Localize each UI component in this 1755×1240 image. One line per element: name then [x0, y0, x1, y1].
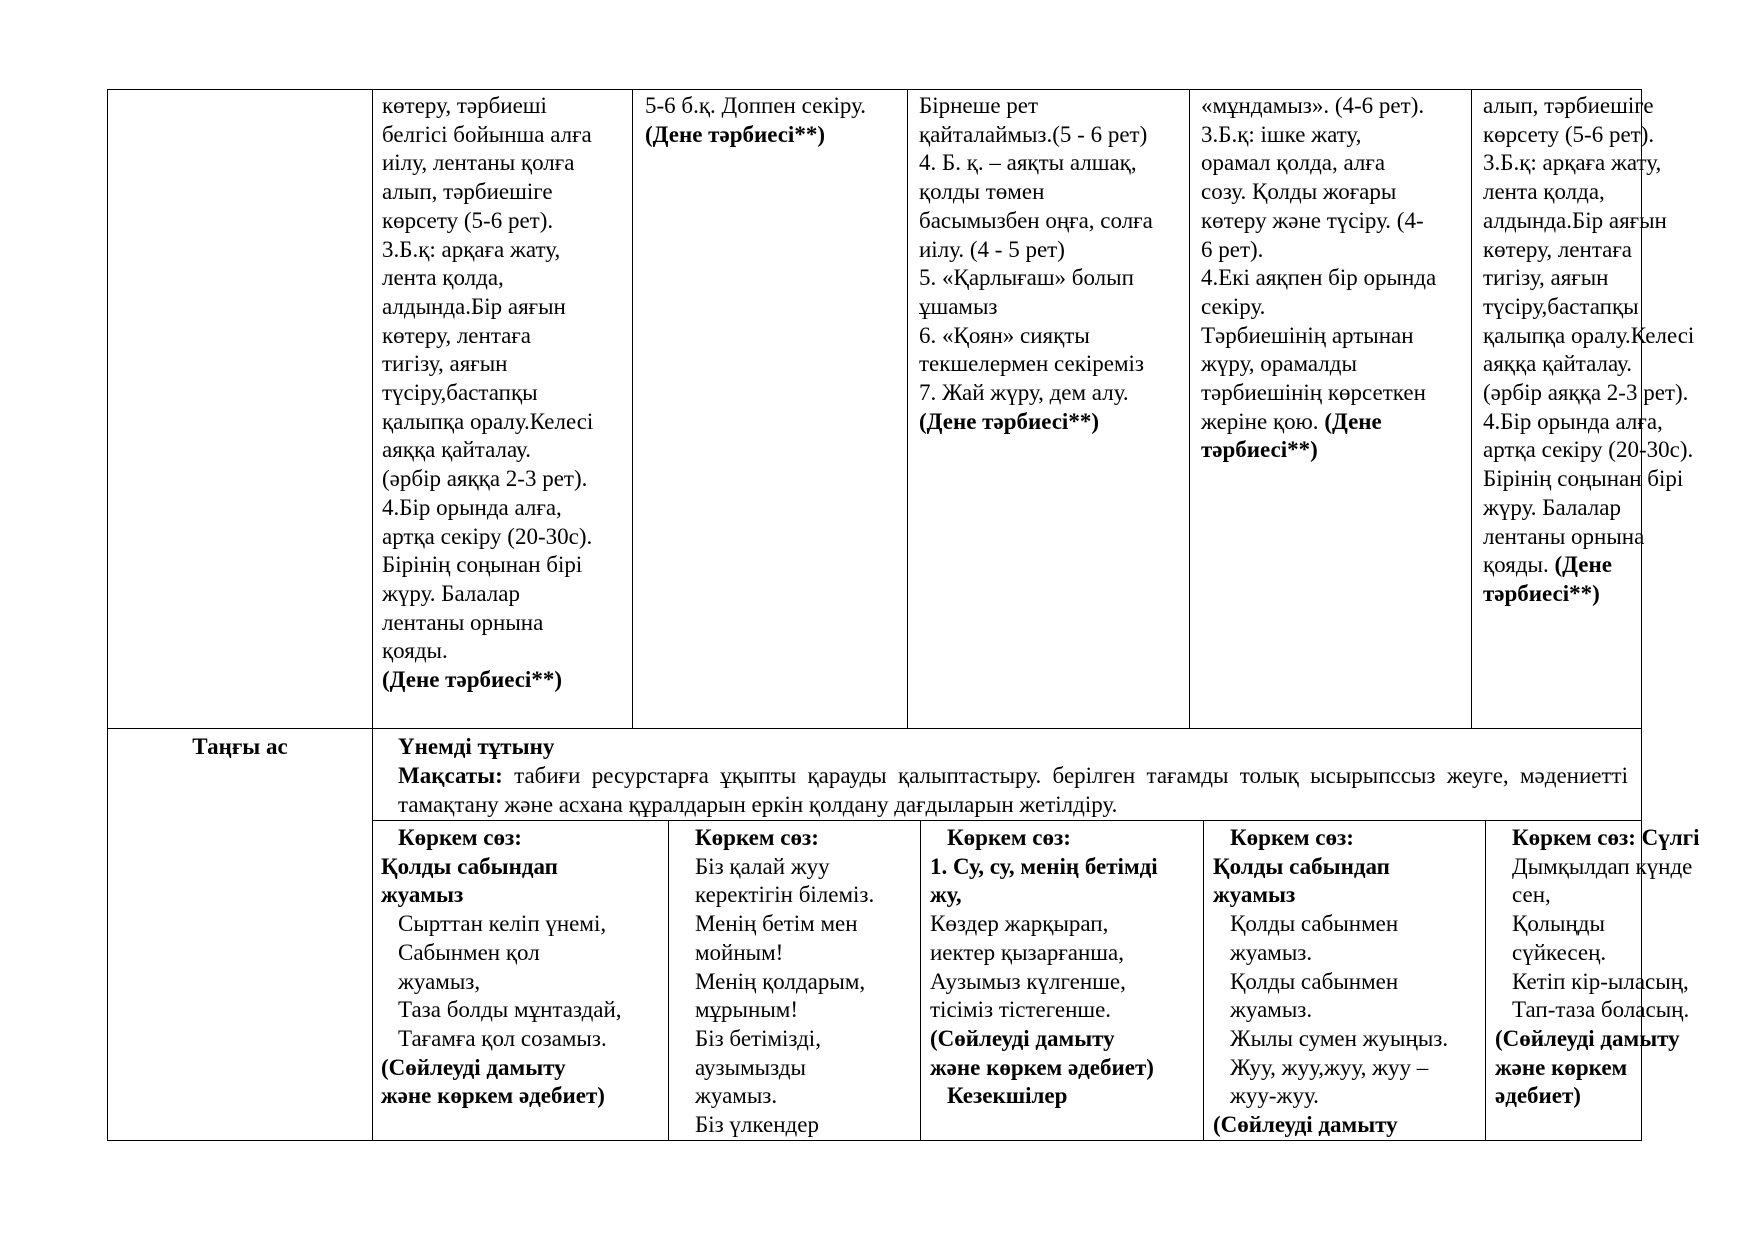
text-line	[695, 996, 874, 1025]
line-text: 5. «Қарлығаш» болып	[919, 265, 1134, 291]
line-bold-text: (Сөйлеуді дамыту	[381, 1054, 566, 1080]
bottom-col-divider-1	[668, 820, 669, 1141]
text-line	[930, 881, 1158, 910]
text-line	[695, 910, 874, 939]
text-line	[382, 609, 593, 638]
line-bold-text: және көркем әдебиет)	[381, 1083, 605, 1109]
goal-label: Мақсаты:	[398, 763, 503, 788]
line-text: мойным!	[695, 939, 784, 965]
line-text: 4. Б. қ. – аяқты алшақ,	[919, 150, 1137, 176]
line-text: Бірінің соңынан бірі	[1483, 466, 1684, 492]
text-line	[1213, 824, 1448, 853]
text-line	[1213, 968, 1448, 997]
text-line	[1483, 379, 1694, 408]
line-text: жүру, орамалды	[1201, 351, 1357, 377]
top-col-divider-4	[1471, 89, 1472, 729]
line-text: Таза болды мұнтаздай,	[398, 997, 622, 1023]
text-line	[1483, 264, 1694, 293]
line-text: 3.Б.қ: арқаға жату,	[382, 236, 561, 262]
text-line	[919, 236, 1153, 265]
row-divider	[107, 728, 1642, 729]
line-text: жуу-жуу.	[1230, 1083, 1319, 1109]
line-text: көрсету (5-6 рет).	[382, 207, 554, 233]
text-line	[1201, 121, 1436, 150]
text-line	[695, 824, 874, 853]
line-text: 3.Б.қ: ішке жату,	[1201, 121, 1362, 147]
line-text: Қолыңды	[1512, 911, 1605, 937]
text-line	[1483, 293, 1694, 322]
line-text: Қолды сабынмен	[1230, 968, 1399, 994]
line-bold-text: Қолды сабындап	[381, 853, 558, 879]
line-bold-text: Көркем сөз:	[695, 825, 819, 850]
text-line	[382, 207, 593, 236]
text-line	[1495, 853, 1699, 882]
text-line	[381, 910, 622, 939]
line-text: Көздер жарқырап,	[930, 911, 1109, 937]
line-bold-text: тәрбиесі**)	[1201, 437, 1318, 463]
line-text: белгісі бойынша алға	[382, 121, 592, 147]
top-cell-3	[919, 92, 1153, 436]
text-line	[1201, 379, 1436, 408]
line-text: лентаны орнына	[1483, 523, 1645, 549]
line-bold-text: тәрбиесі**)	[1483, 580, 1600, 606]
line-bold-text: жу,	[930, 882, 962, 908]
line-text: Тәрбиешінің артынан	[1201, 322, 1414, 348]
line-text: көтеру, лентаға	[1483, 236, 1633, 262]
text-line	[919, 92, 1153, 121]
text-line	[1201, 236, 1436, 265]
breakfast-goal	[398, 762, 1628, 819]
text-line	[1483, 408, 1694, 437]
bottom-cell-3	[930, 824, 1158, 1111]
text-line	[382, 494, 593, 523]
line-bold-text: 1. Су, су, менің бетімді	[930, 853, 1158, 879]
text-line	[382, 666, 593, 695]
text-line	[1213, 1111, 1448, 1140]
line-text: жуамыз.	[1230, 997, 1313, 1023]
table-top-border	[107, 89, 1642, 90]
text-line	[1213, 881, 1448, 910]
text-line	[695, 1111, 874, 1140]
line-text: алып, тәрбиешіге	[1483, 93, 1654, 118]
text-line	[382, 236, 593, 265]
text-line	[1495, 1082, 1699, 1111]
line-text: сен,	[1512, 882, 1551, 908]
text-line	[919, 178, 1153, 207]
line-text: 7. Жай жүру, дем алу.	[919, 380, 1129, 406]
bottom-cell-5	[1495, 824, 1699, 1111]
text-line	[930, 824, 1158, 853]
line-text: 6. «Қоян» сияқты	[919, 322, 1090, 348]
top-col-divider-3	[1189, 89, 1190, 729]
line-text: аузымызды	[695, 1054, 806, 1080]
text-line	[1483, 350, 1694, 379]
bottom-cell-4	[1213, 824, 1448, 1140]
text-line	[1213, 853, 1448, 882]
text-line	[1201, 149, 1436, 178]
line-text: жүру. Балалар	[382, 580, 520, 606]
line-bold-text: әдебиет)	[1495, 1083, 1581, 1109]
text-line	[382, 379, 593, 408]
text-line	[1213, 910, 1448, 939]
line-text: Біз қалай жуу	[695, 853, 830, 879]
line-text: керектігін білеміз.	[695, 882, 875, 908]
text-line	[382, 523, 593, 552]
line-text: жуамыз,	[398, 968, 481, 994]
line-text: Менің бетім мен	[695, 911, 858, 937]
line-text: қайталаймыз.(5 - 6 рет)	[919, 121, 1148, 147]
text-line	[381, 968, 622, 997]
line-text: көтеру, лентаға	[382, 322, 532, 348]
text-line	[1213, 1054, 1448, 1083]
line-bold-text: Қолды сабындап	[1213, 853, 1390, 879]
text-line	[1483, 580, 1694, 609]
text-line	[381, 939, 622, 968]
line-text: 3.Б.қ: арқаға жату,	[1483, 150, 1662, 176]
text-line	[930, 1054, 1158, 1083]
line-bold-text: (Дене тәрбиесі**)	[919, 408, 1099, 434]
line-text: созу. Қолды жоғары	[1201, 179, 1397, 205]
text-line	[382, 637, 593, 666]
line-text: (әрбір аяққа 2-3 рет).	[1483, 380, 1689, 406]
line-text: көрсету (5-6 рет).	[1483, 121, 1655, 147]
text-line	[919, 379, 1153, 408]
line-bold-text: Көркем сөз:	[947, 825, 1071, 850]
line-text: жеріне қою.	[1201, 408, 1325, 434]
text-line	[930, 968, 1158, 997]
text-line	[382, 264, 593, 293]
text-line	[645, 92, 866, 121]
line-bold-text: (Дене	[1554, 552, 1612, 578]
top-cell-1	[382, 92, 593, 695]
line-text: иектер қызарғанша,	[930, 939, 1124, 965]
line-text: 6 рет).	[1201, 236, 1264, 262]
line-text: Бірнеше рет	[919, 93, 1039, 118]
text-line	[1201, 264, 1436, 293]
top-col-divider-1	[632, 89, 633, 729]
line-text: 4.Бір орында алға,	[1483, 408, 1663, 434]
line-text: тигізу, аяғын	[382, 351, 508, 377]
bottom-col-divider-3	[1203, 820, 1204, 1141]
text-line	[695, 1054, 874, 1083]
line-text: Дымқылдап күнде	[1512, 853, 1693, 879]
line-text: Сабынмен қол	[398, 939, 540, 965]
text-line	[1213, 1082, 1448, 1111]
subrow-divider	[372, 820, 1642, 821]
line-text: Біз үлкендер	[695, 1112, 819, 1138]
line-text: қояды.	[1483, 552, 1555, 578]
text-line	[930, 910, 1158, 939]
text-line	[1483, 207, 1694, 236]
line-text: көтеру, тәрбиеші	[382, 93, 547, 118]
text-line	[1213, 939, 1448, 968]
bottom-col-divider-4	[1485, 820, 1486, 1141]
text-line	[1495, 824, 1699, 853]
text-line	[382, 149, 593, 178]
line-text: орамал қолда, алға	[1201, 150, 1386, 176]
line-bold-text: Көркем сөз:	[1230, 825, 1354, 850]
text-line	[381, 1054, 622, 1083]
breakfast-label: Таңғы ас	[192, 734, 288, 759]
breakfast-heading: Үнемді тұтыну	[398, 734, 555, 759]
line-text: түсіру,бастапқы	[1483, 293, 1639, 319]
label-column-divider	[372, 89, 373, 1141]
line-text: тигізу, аяғын	[1483, 265, 1609, 291]
text-line	[382, 465, 593, 494]
line-text: Қолды сабынмен	[1230, 911, 1399, 937]
line-bold-text: Көркем сөз:	[398, 825, 522, 850]
text-line	[919, 121, 1153, 150]
text-line	[1201, 178, 1436, 207]
line-text: Сырттан келіп үнемі,	[398, 911, 607, 937]
text-line	[381, 881, 622, 910]
text-line	[1201, 436, 1436, 465]
text-line	[1201, 293, 1436, 322]
table-left-border	[107, 89, 108, 1141]
line-text: алып, тәрбиешіге	[382, 179, 553, 205]
text-line	[1483, 523, 1694, 552]
text-line	[1483, 465, 1694, 494]
text-line	[1483, 121, 1694, 150]
text-line	[1495, 910, 1699, 939]
line-bold-text: (Сөйлеуді дамыту	[1213, 1112, 1398, 1138]
line-text: тәрбиешінің көрсеткен	[1201, 380, 1426, 406]
line-text: 4.Бір орында алға,	[382, 494, 562, 520]
text-line	[930, 1082, 1158, 1111]
line-text: түсіру,бастапқы	[382, 380, 538, 406]
line-text: көтеру және түсіру. (4-	[1201, 207, 1424, 233]
text-line	[382, 121, 593, 150]
line-text: жуамыз.	[1230, 939, 1313, 965]
line-text: Кетіп кір-ыласың,	[1512, 968, 1689, 994]
text-line	[1201, 92, 1436, 121]
line-bold-text: (Сөйлеуді дамыту	[1495, 1025, 1680, 1051]
top-cell-2	[645, 92, 866, 149]
line-text: «мұндамыз». (4-6 рет).	[1201, 93, 1425, 118]
text-line	[1201, 322, 1436, 351]
line-text: Тап-таза боласың.	[1512, 997, 1690, 1023]
text-line	[382, 408, 593, 437]
line-text: алдында.Бір аяғын	[382, 293, 566, 319]
text-line	[1495, 881, 1699, 910]
text-line	[381, 1082, 622, 1111]
line-text: артқа секіру (20-30с).	[382, 523, 593, 549]
line-text: қолды төмен	[919, 179, 1045, 205]
line-text: тісіміз тістегенше.	[930, 997, 1112, 1023]
text-line	[1495, 1025, 1699, 1054]
bottom-cell-2	[695, 824, 874, 1140]
text-line	[1213, 996, 1448, 1025]
line-text: Бірінің соңынан бірі	[382, 552, 583, 578]
line-bold-text: (Дене тәрбиесі**)	[382, 667, 562, 693]
line-bold-text: Көркем сөз: Сүлгі	[1512, 825, 1700, 850]
line-text: лентаны орнына	[382, 609, 544, 635]
text-line	[1495, 1054, 1699, 1083]
bottom-col-divider-2	[920, 820, 921, 1141]
line-text: Жуу, жуу,жуу, жуу –	[1230, 1054, 1429, 1080]
line-bold-text: және көркем әдебиет)	[930, 1054, 1154, 1080]
text-line	[382, 322, 593, 351]
line-text: қалыпқа оралу.Келесі	[382, 408, 594, 434]
line-bold-text: (Дене тәрбиесі**)	[645, 121, 825, 147]
text-line	[919, 408, 1153, 437]
text-line	[1483, 92, 1694, 121]
line-text: аяққа қайталау.	[1483, 351, 1632, 377]
line-text: (әрбір аяққа 2-3 рет).	[382, 466, 588, 492]
text-line	[381, 853, 622, 882]
line-text: лента қолда,	[382, 265, 504, 291]
line-text: Жылы сумен жуыңыз.	[1230, 1025, 1449, 1051]
text-line	[1483, 436, 1694, 465]
table-bottom-border	[107, 1140, 1642, 1141]
line-text: сүйкесең.	[1512, 939, 1607, 965]
line-text: секіру.	[1201, 293, 1266, 319]
line-text: жуамыз.	[695, 1083, 778, 1109]
text-line	[381, 1025, 622, 1054]
text-line	[930, 939, 1158, 968]
text-line	[1483, 322, 1694, 351]
text-line	[1213, 1025, 1448, 1054]
line-text: иілу. (4 - 5 рет)	[919, 236, 1065, 262]
text-line	[695, 853, 874, 882]
text-line	[381, 824, 622, 853]
line-text: Аузымыз күлгенше,	[930, 968, 1126, 994]
line-text: Тағамға қол созамыз.	[398, 1025, 607, 1051]
text-line	[1483, 149, 1694, 178]
line-bold-text: (Сөйлеуді дамыту	[930, 1025, 1115, 1051]
line-text: алдында.Бір аяғын	[1483, 207, 1667, 233]
text-line	[382, 178, 593, 207]
text-line	[382, 350, 593, 379]
line-text: лента қолда,	[1483, 179, 1605, 205]
text-line	[919, 149, 1153, 178]
text-line	[1483, 551, 1694, 580]
line-text: қояды.	[382, 638, 448, 664]
line-text: иілу, лентаны қолға	[382, 150, 575, 176]
line-text: 5-6 б.қ. Доппен секіру.	[645, 93, 867, 118]
line-text: аяққа қайталау.	[382, 437, 531, 463]
text-line	[1201, 350, 1436, 379]
text-line	[930, 1025, 1158, 1054]
text-line	[919, 350, 1153, 379]
text-line	[1483, 236, 1694, 265]
line-text: қалыпқа оралу.Келесі	[1483, 322, 1695, 348]
text-line	[1495, 968, 1699, 997]
text-line	[382, 92, 593, 121]
text-line	[930, 853, 1158, 882]
line-text: жүру. Балалар	[1483, 494, 1621, 520]
text-line	[382, 293, 593, 322]
text-line	[919, 264, 1153, 293]
text-line	[695, 1025, 874, 1054]
text-line	[919, 322, 1153, 351]
text-line	[645, 121, 866, 150]
goal-text: табиғи ресурстарға ұқыпты қарауды қалыптастыру. берілген тағамды толық ысырыпссыз жеуге, мәдениетті тамақтану және асхана құралдарын еркін қолдану дағдыларын жетілдіру.	[398, 763, 1628, 817]
line-text: Менің қолдарым,	[695, 968, 866, 994]
line-bold-text: жуамыз	[381, 882, 464, 908]
top-cell-5	[1483, 92, 1694, 609]
text-line	[919, 207, 1153, 236]
line-text: ұшамыз	[919, 293, 998, 319]
text-line	[695, 881, 874, 910]
text-line	[382, 436, 593, 465]
text-line	[1201, 207, 1436, 236]
line-text: текшелермен секіреміз	[919, 351, 1145, 377]
line-bold-text: жуамыз	[1213, 882, 1296, 908]
top-col-divider-2	[907, 89, 908, 729]
text-line	[381, 996, 622, 1025]
text-line	[695, 939, 874, 968]
line-text: мұрыным!	[695, 997, 798, 1023]
line-text: Біз бетімізді,	[695, 1025, 821, 1051]
line-bold-text: және көркем	[1495, 1054, 1628, 1080]
line-bold-text: (Дене	[1324, 408, 1382, 434]
text-line	[919, 293, 1153, 322]
text-line	[695, 968, 874, 997]
text-line	[1495, 996, 1699, 1025]
text-line	[930, 996, 1158, 1025]
line-text: басымызбен оңға, солға	[919, 207, 1153, 233]
text-line	[1483, 494, 1694, 523]
text-line	[1495, 939, 1699, 968]
text-line	[1483, 178, 1694, 207]
text-line	[382, 580, 593, 609]
top-cell-4	[1201, 92, 1436, 465]
line-bold-text: Кезекшілер	[947, 1083, 1068, 1109]
line-text: 4.Екі аяқпен бір орында	[1201, 265, 1437, 291]
line-text: артқа секіру (20-30с).	[1483, 437, 1694, 463]
text-line	[695, 1082, 874, 1111]
text-line	[1201, 408, 1436, 437]
text-line	[382, 551, 593, 580]
bottom-cell-1	[381, 824, 622, 1111]
